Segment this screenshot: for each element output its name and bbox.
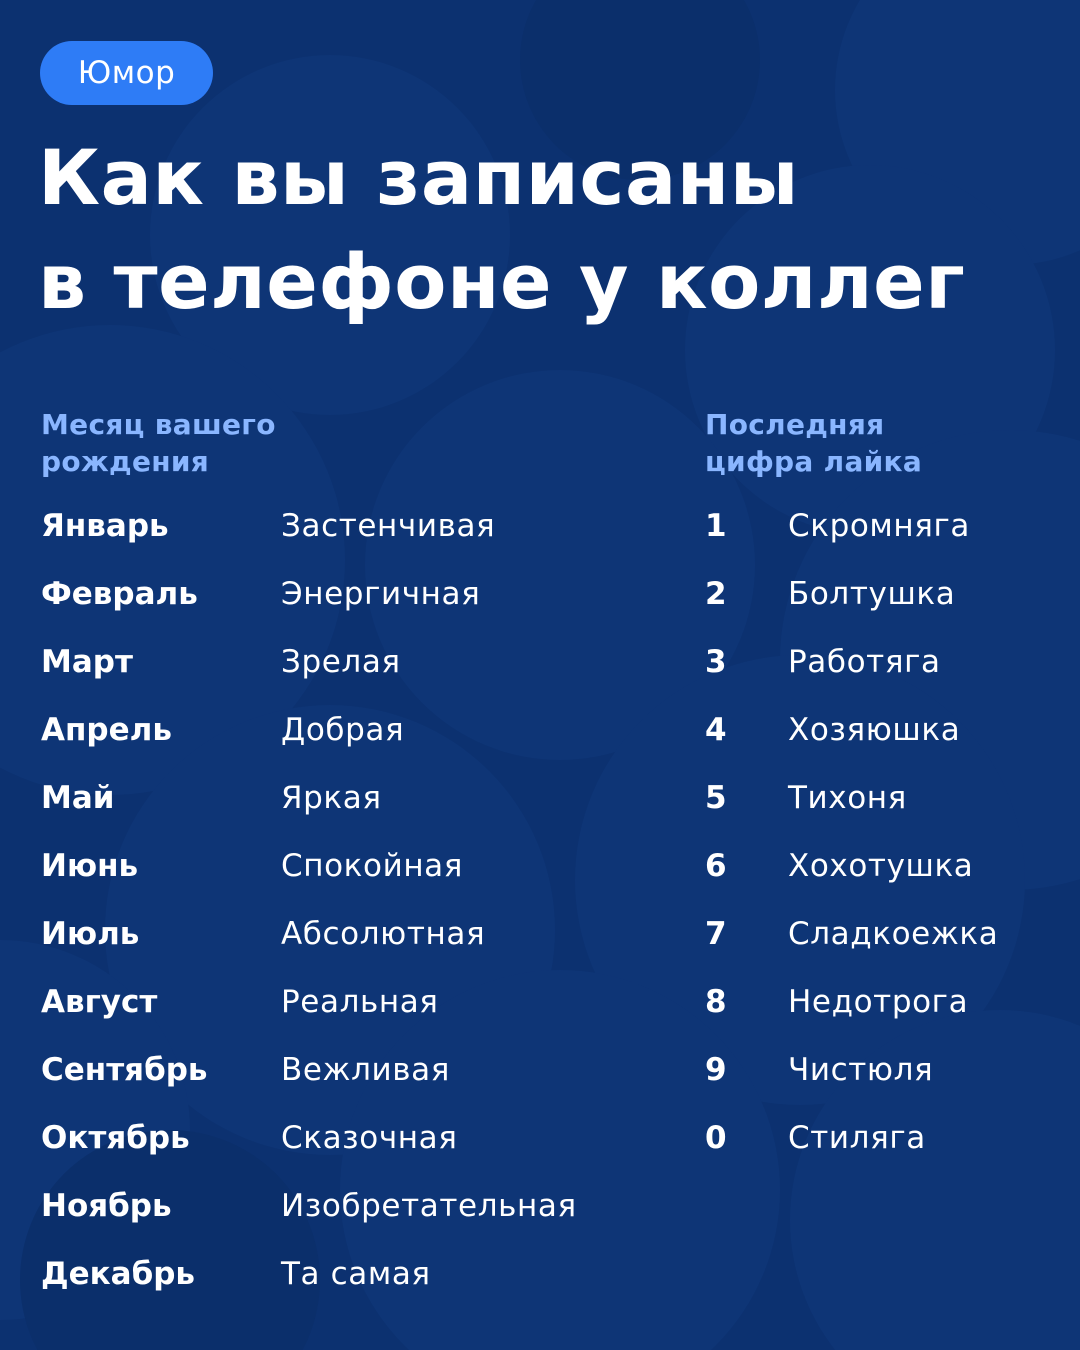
title-line-2: в телефоне у коллег	[38, 237, 966, 326]
digit-word: Скромняга	[788, 508, 971, 544]
digit-label: 1	[705, 508, 727, 544]
months-header-line-1: Месяц вашего	[41, 408, 276, 441]
months-column-header	[41, 406, 276, 480]
digit-label: 8	[705, 984, 727, 1020]
digit-word: Хохотушка	[788, 848, 974, 884]
list-item	[705, 628, 1065, 696]
month-label: Август	[41, 984, 158, 1020]
month-label: Март	[41, 644, 133, 680]
digit-word: Хозяюшка	[788, 712, 961, 748]
month-label: Январь	[41, 508, 169, 544]
digits-column-header	[705, 406, 922, 480]
digits-header-line-1: Последняя	[705, 408, 885, 441]
list-item	[705, 492, 1065, 560]
title-line-1: Как вы записаны	[38, 133, 800, 222]
months-header-line-2: рождения	[41, 445, 210, 478]
digit-label: 7	[705, 916, 727, 952]
month-word: Изобретательная	[281, 1188, 577, 1224]
list-item	[705, 968, 1065, 1036]
month-label: Октябрь	[41, 1120, 190, 1156]
month-word: Энергичная	[281, 576, 481, 612]
digits-list	[705, 492, 1065, 1172]
list-item	[705, 1104, 1065, 1172]
category-tag[interactable]: Юмор	[40, 41, 213, 105]
digit-word: Тихоня	[788, 780, 907, 816]
month-word: Спокойная	[281, 848, 464, 884]
digit-word: Стиляга	[788, 1120, 926, 1156]
month-word: Застенчивая	[281, 508, 496, 544]
month-label: Июль	[41, 916, 140, 952]
month-label: Апрель	[41, 712, 172, 748]
month-word: Добрая	[281, 712, 405, 748]
month-label: Май	[41, 780, 115, 816]
digit-word: Болтушка	[788, 576, 956, 612]
month-label: Сентябрь	[41, 1052, 208, 1088]
list-item	[41, 900, 661, 968]
list-item	[41, 492, 661, 560]
month-word: Вежливая	[281, 1052, 450, 1088]
month-word: Зрелая	[281, 644, 401, 680]
list-item	[41, 560, 661, 628]
digit-label: 3	[705, 644, 727, 680]
list-item	[41, 696, 661, 764]
month-word: Абсолютная	[281, 916, 486, 952]
list-item	[705, 1036, 1065, 1104]
digit-label: 4	[705, 712, 727, 748]
digit-label: 6	[705, 848, 727, 884]
digit-label: 0	[705, 1120, 727, 1156]
list-item	[41, 1172, 661, 1240]
list-item	[41, 1104, 661, 1172]
list-item	[705, 560, 1065, 628]
list-item	[41, 764, 661, 832]
list-item	[41, 968, 661, 1036]
digit-word: Сладкоежка	[788, 916, 999, 952]
digit-word: Работяга	[788, 644, 941, 680]
digit-label: 9	[705, 1052, 727, 1088]
months-list	[41, 492, 661, 1308]
list-item	[705, 832, 1065, 900]
digit-word: Чистюля	[788, 1052, 934, 1088]
month-label: Июнь	[41, 848, 139, 884]
digit-label: 2	[705, 576, 727, 612]
digit-word: Недотрога	[788, 984, 969, 1020]
month-label: Декабрь	[41, 1256, 196, 1292]
list-item	[705, 900, 1065, 968]
list-item	[41, 1240, 661, 1308]
month-label: Ноябрь	[41, 1188, 172, 1224]
month-word: Сказочная	[281, 1120, 458, 1156]
month-word: Та самая	[281, 1256, 431, 1292]
month-label: Февраль	[41, 576, 198, 612]
list-item	[41, 628, 661, 696]
list-item	[41, 1036, 661, 1104]
page-title	[38, 126, 1058, 334]
digit-label: 5	[705, 780, 727, 816]
digits-header-line-2: цифра лайка	[705, 445, 923, 478]
list-item	[705, 764, 1065, 832]
month-word: Реальная	[281, 984, 439, 1020]
list-item	[705, 696, 1065, 764]
month-word: Яркая	[281, 780, 382, 816]
list-item	[41, 832, 661, 900]
